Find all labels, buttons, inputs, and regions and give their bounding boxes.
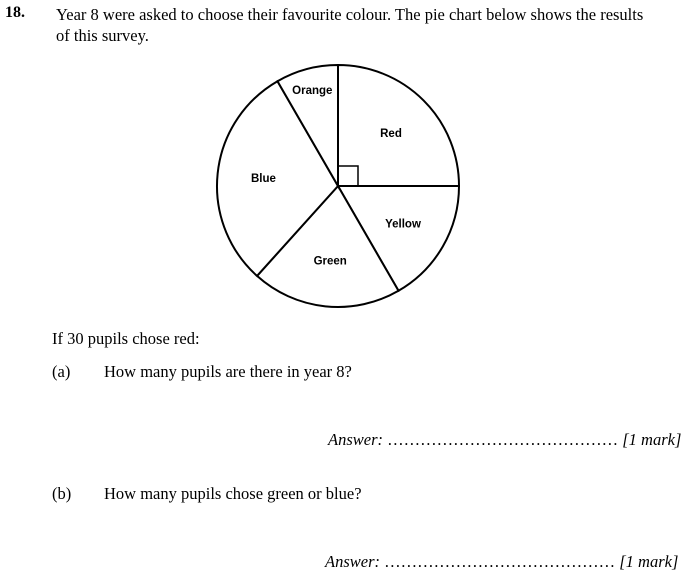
pie-label-blue: Blue [250, 173, 276, 186]
pie-chart-svg [200, 55, 490, 315]
pie-chart [200, 55, 490, 315]
part-a-answer-label: Answer: [328, 430, 383, 449]
pie-label-red: Red [380, 128, 402, 140]
part-b-marks: [1 mark] [619, 552, 679, 571]
part-b-answer-dots[interactable]: …………………………………… [384, 552, 616, 571]
condition-text: If 30 pupils chose red: [52, 329, 200, 348]
question-intro: Year 8 were asked to choose their favourite colour. The pie chart below shows the results of this survey. [56, 5, 644, 45]
part-b-answer-line[interactable] [325, 552, 678, 572]
pie-label-yellow: Yellow [385, 218, 421, 231]
part-a-question: How many pupils are there in year 8? [104, 362, 352, 381]
pie-label-orange: Orange [292, 85, 333, 98]
pie-slice-red [338, 65, 459, 186]
part-b-label: (b) [52, 484, 72, 503]
part-b-question: How many pupils chose green or blue? [104, 484, 362, 503]
part-a-label: (a) [52, 362, 71, 381]
pie-label-green: Green [313, 255, 347, 268]
part-a-answer-dots[interactable]: …………………………………… [387, 430, 619, 449]
question-number: 18. [5, 4, 25, 21]
part-a-marks: [1 mark] [622, 430, 681, 449]
part-a-answer-line[interactable] [328, 430, 681, 450]
part-b-answer-label: Answer: [325, 552, 380, 571]
